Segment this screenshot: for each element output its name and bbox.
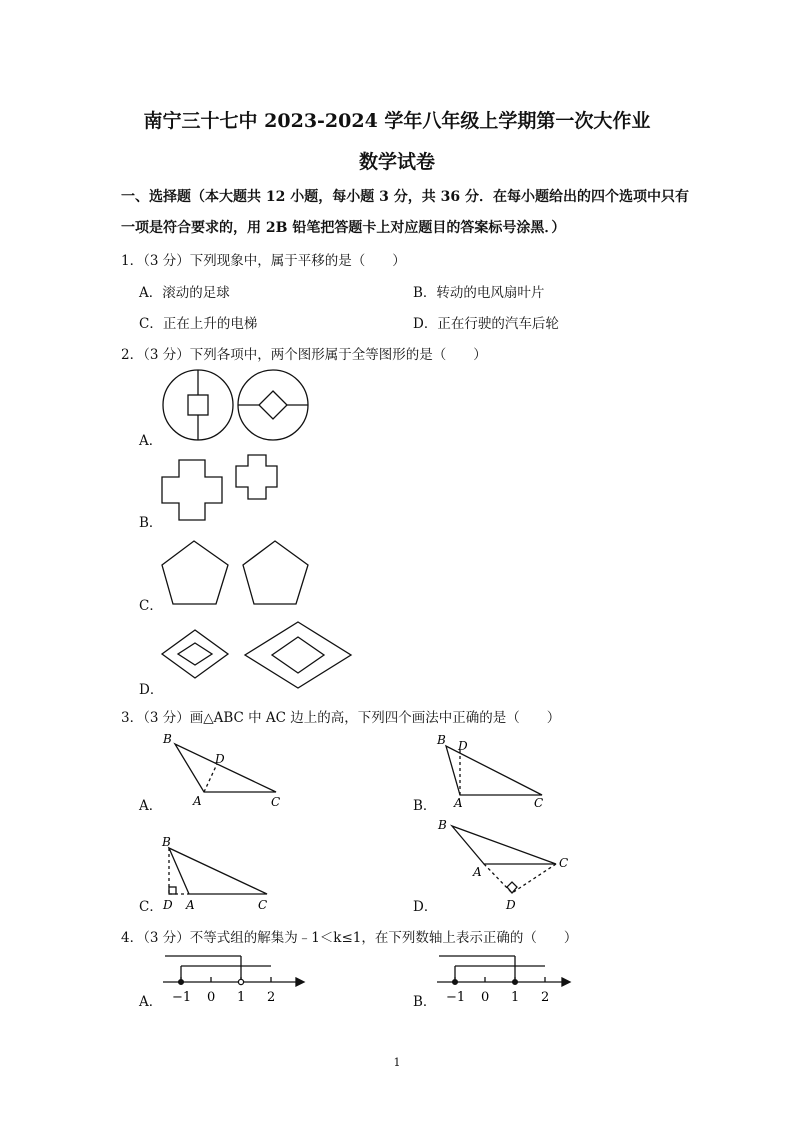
q4-b-tick-0: 0 bbox=[481, 990, 490, 1005]
question-1-stem: 1．（3 分）下列现象中，属于平移的是（ ） bbox=[121, 253, 406, 269]
q3-a-label-c: C bbox=[271, 795, 281, 809]
q4-a-tick-1: 1 bbox=[237, 990, 246, 1005]
q3-b-label-d: D bbox=[458, 739, 468, 753]
question-3-option-c: C． bbox=[139, 899, 163, 915]
q4-b-tick-neg1: −1 bbox=[446, 990, 466, 1005]
question-3-option-b: B． bbox=[413, 798, 437, 814]
question-3-stem: 3．（3 分）画△ABC 中 AC 边上的高，下列四个画法中正确的是（ ） bbox=[121, 710, 561, 726]
q3-d-label-a: A bbox=[473, 865, 482, 879]
question-2-option-c: C． bbox=[139, 598, 163, 614]
q3-a-label-a: A bbox=[193, 794, 202, 808]
q4-a-tick-0: 0 bbox=[207, 990, 216, 1005]
question-2-option-d: D． bbox=[139, 682, 164, 698]
question-1-option-c: C．正在上升的电梯 bbox=[139, 316, 258, 332]
q3-c-label-c: C bbox=[258, 898, 268, 912]
section-heading-line2: 一项是符合要求的，用 2B 铅笔把答题卡上对应题目的答案标号涂黑．） bbox=[121, 220, 566, 236]
question-1-option-b: B．转动的电风扇叶片 bbox=[413, 285, 545, 301]
question-4-stem: 4．（3 分）不等式组的解集为﹣1＜k≤1，在下列数轴上表示正确的（ ） bbox=[121, 930, 578, 946]
question-2-stem: 2．（3 分）下列各项中，两个图形属于全等图形的是（ ） bbox=[121, 347, 487, 363]
question-2-option-a: A． bbox=[139, 433, 163, 449]
question-3-option-d: D． bbox=[413, 899, 438, 915]
page-subtitle: 数学试卷 bbox=[358, 151, 435, 173]
q4-a-tick-2: 2 bbox=[267, 990, 276, 1005]
q3-a-label-b: B bbox=[163, 732, 172, 746]
q3-d-label-c: C bbox=[559, 856, 569, 870]
q4-a-number-line bbox=[163, 956, 304, 986]
q3-d-label-b: B bbox=[438, 818, 447, 832]
question-1-option-d: D．正在行驶的汽车后轮 bbox=[413, 316, 559, 332]
q3-d-label-d: D bbox=[506, 898, 516, 912]
q3-a-label-d: D bbox=[215, 752, 225, 766]
q3-b-label-a: A bbox=[454, 796, 463, 810]
question-1-option-a: A．滚动的足球 bbox=[139, 285, 230, 301]
page-number: 1 bbox=[393, 1056, 401, 1069]
q3-c-label-a: A bbox=[186, 898, 195, 912]
q3-b-label-c: C bbox=[534, 796, 544, 810]
section-heading-line1: 一、选择题（本大题共 12 小题，每小题 3 分，共 36 分．在每小题给出的四个选项中只有 bbox=[121, 189, 689, 205]
q3-c-label-d: D bbox=[163, 898, 173, 912]
q4-b-number-line bbox=[437, 956, 570, 986]
question-3-option-a: A． bbox=[139, 798, 163, 814]
q3-c-label-b: B bbox=[162, 835, 171, 849]
q3-b-label-b: B bbox=[437, 733, 446, 747]
question-4-option-b: B． bbox=[413, 994, 437, 1010]
page-title: 南宁三十七中 2023-2024 学年八年级上学期第一次大作业 bbox=[143, 110, 651, 132]
q4-b-tick-2: 2 bbox=[541, 990, 550, 1005]
q4-a-tick-neg1: −1 bbox=[172, 990, 192, 1005]
question-2-option-b: B． bbox=[139, 515, 163, 531]
question-4-option-a: A． bbox=[139, 994, 163, 1010]
q4-b-tick-1: 1 bbox=[511, 990, 520, 1005]
